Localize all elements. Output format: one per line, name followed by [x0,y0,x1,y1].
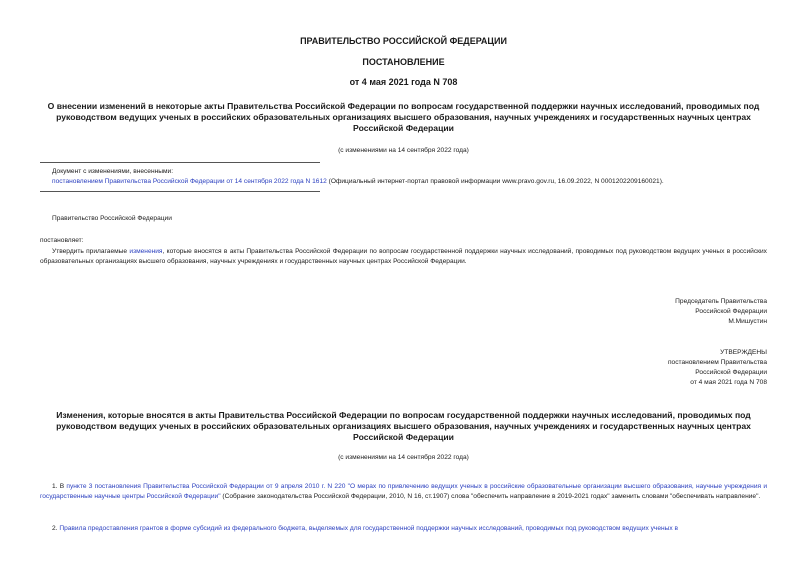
decides-line: постановляет: [40,237,84,244]
changes-link[interactable]: изменения [129,248,163,255]
annex-item-1-link[interactable]: пункте 3 постановления Правительства Российской Федерации от 9 апреля 2010 г. N 220 "О мерах по привлечению ведущих ученых в российские образовательные организации высшего образования, научные учреждения и государственные научные центры Российской Федерации" [40,483,768,500]
main-paragraph [40,247,767,266]
government-heading: ПРАВИТЕЛЬСТВО РОССИЙСКОЙ ФЕДЕРАЦИИ [300,36,507,46]
annex-item-2-number: 2. [52,525,60,532]
main-paragraph-start: Утвердить прилагаемые [52,248,130,255]
approval-line-1: УТВЕРЖДЕНЫ [720,349,767,356]
signature-org: Российской Федерации [695,308,767,315]
annex-amendment-note: (с изменениями на 14 сентября 2022 года) [338,454,469,461]
signature-position: Председатель Правительства [675,298,767,305]
signature-name: М.Мишустин [728,318,767,325]
document-title: О внесении изменений в некоторые акты Правительства Российской Федерации по вопросам государственной поддержки научных исследований, проводимых под руководством ведущих ученых в российских образовательных организациях высшего образования, научных учреждениях и государственных научных центрах Российской Федерации [47,101,760,133]
issuer-line: Правительство Российской Федерации [52,215,172,222]
annex-item-1-rest: (Собрание законодательства Российской Федерации, 2010, N 16, ст.1907) слова "обеспечить направление в 2019-2021 годах" заменить словами "обеспечивать направление". [220,492,761,500]
changes-box-top-rule [40,162,320,163]
annex-item-2-link[interactable]: Правила предоставления грантов в форме субсидий из федерального бюджета, выделяемых для государственной поддержки научных исследований, проводимых под руководством ведущих ученых в [59,525,679,532]
main-paragraph-rest: , которые вносятся в акты Правительства Российской Федерации по вопросам государственной поддержки научных исследований, проводимых под руководством ведущих ученых в российских образовательных организациях высшего образования, научных учреждениях и государственных научных центрах Российской Федерации. [40,248,767,265]
signature-block [675,297,767,327]
approval-line-4: от 4 мая 2021 года N 708 [690,379,767,386]
changes-box-entry [52,177,782,187]
approval-line-3: Российской Федерации [695,369,767,376]
document-date-number: от 4 мая 2021 года N 708 [349,77,458,87]
annex-title: Изменения, которые вносятся в акты Правительства Российской Федерации по вопросам государственной поддержки научных исследований, проводимых под руководством ведущих ученых в российских образовательных организациях высшего образования, научных учреждениях и государственных научных центрах Российской Федерации [56,410,751,442]
amending-act-link[interactable]: постановлением Правительства Российской Федерации от 14 сентября 2022 года N 1612 [52,178,327,185]
changes-box-heading: Документ с изменениями, внесенными: [52,168,174,175]
annex-item-2 [40,524,767,534]
changes-box-bottom-rule [40,191,320,192]
annex-item-1 [40,482,767,501]
annex-item-1-number: 1. В [52,483,67,490]
document-type-heading: ПОСТАНОВЛЕНИЕ [362,57,445,67]
approval-line-2: постановлением Правительства [667,359,767,366]
amendment-note: (с изменениями на 14 сентября 2022 года) [338,147,469,154]
amending-act-source: (Официальный интернет-портал правовой информации www.pravo.gov.ru, 16.09.2022, N 0001202209160021). [326,178,664,185]
approval-block [668,348,767,388]
